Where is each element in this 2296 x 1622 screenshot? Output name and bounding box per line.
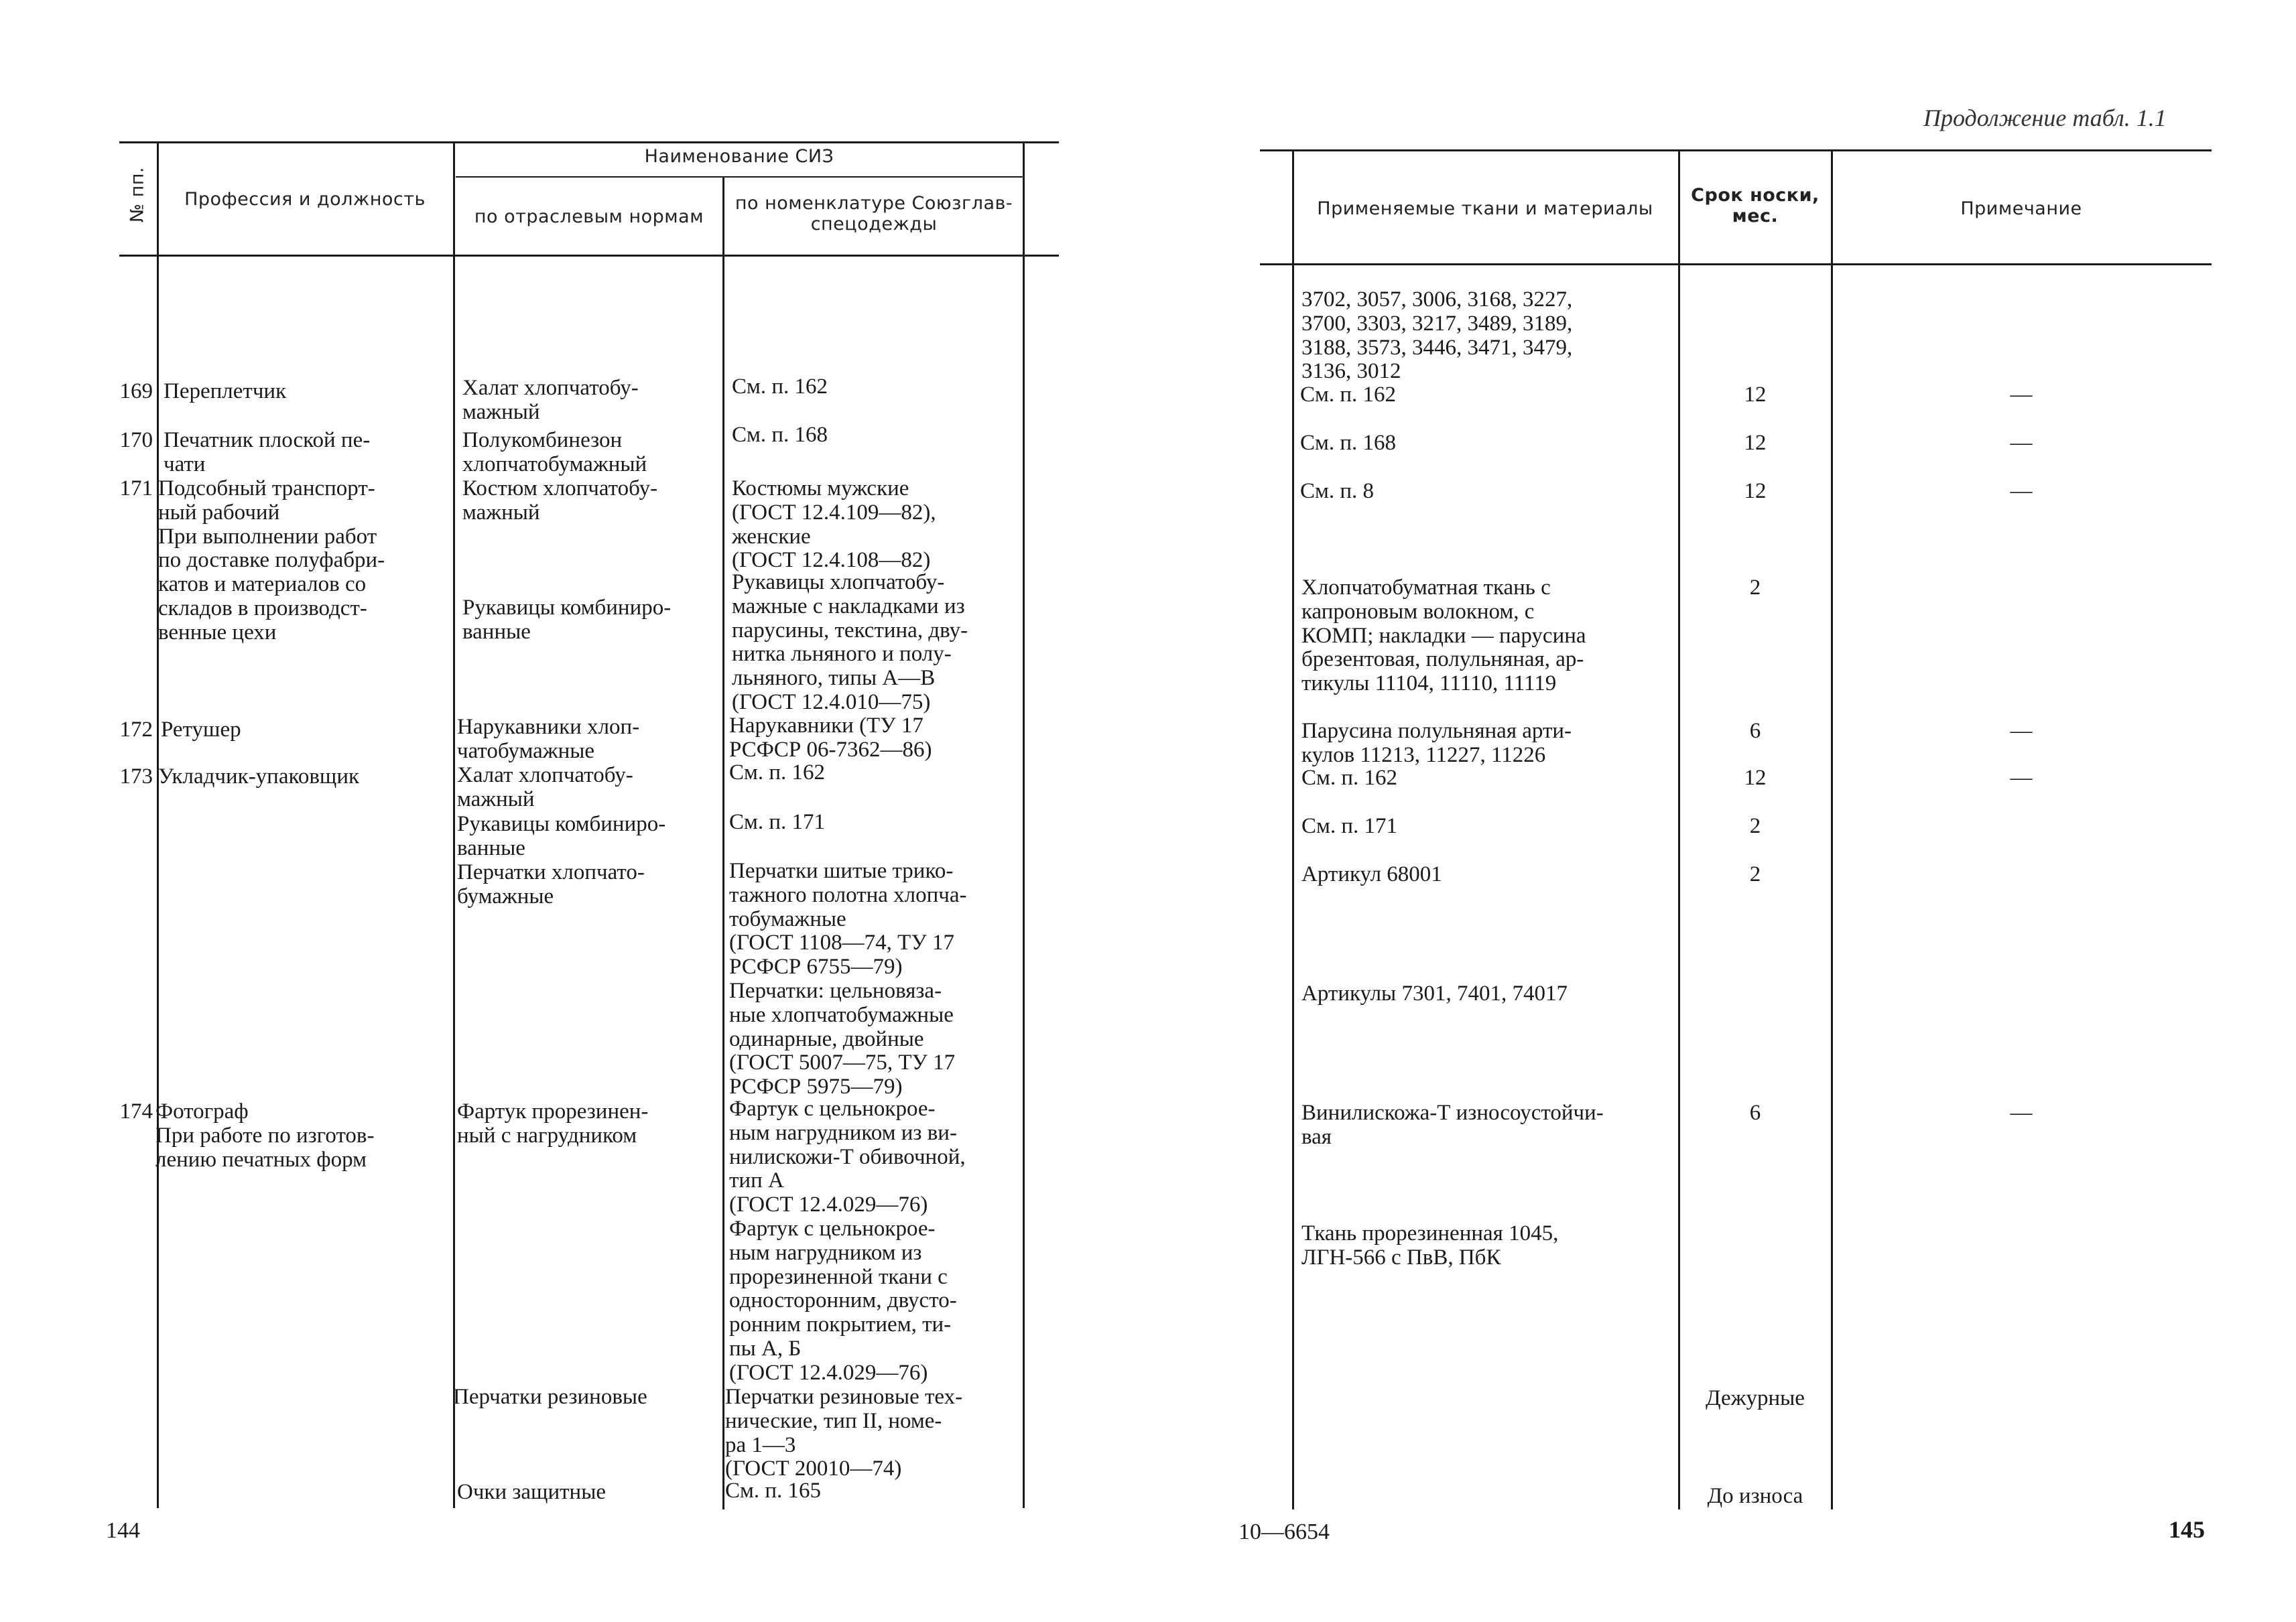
row-nomenclature: Перчатки шитые трико- тажного полотна хлопча- тобумажные (ГОСТ 1108—74, ТУ 17 РСФСР 6755—79) Перчатки: цельновяза- ные хлопчатобумажные одинарные, двойные (ГОСТ 5007—75, ТУ 17 РСФСР 5975—79) xyxy=(729,859,967,1099)
page-number-left: 144 xyxy=(106,1518,140,1543)
row-num: 172 xyxy=(119,718,153,742)
row-num: 174 xyxy=(119,1099,153,1124)
row-fabrics: Хлопчатобуматная ткань с капроновым волокном, с КОМП; накладки — парусина брезентовая, полульняная, ар- тикулы 11104, 11110, 11119 xyxy=(1301,576,1586,696)
row-fabrics: Ткань прорезиненная 1045, ЛГН-566 с ПвВ, ПбК xyxy=(1301,1221,1559,1270)
row-num: 171 xyxy=(119,476,153,500)
row-note: — xyxy=(2010,383,2033,407)
row-num: 170 xyxy=(119,428,153,452)
row-fabrics: Парусина полульняная арти- кулов 11213, 11227, 11226 xyxy=(1301,719,1572,767)
header-nomenclature: по номенклатуре Союзглав- спецодежды xyxy=(735,193,1013,235)
row-fabrics: См. п. 8 xyxy=(1300,479,1375,503)
row-branch: Рукавицы комбиниро- ванные xyxy=(457,812,666,860)
row-term: 12 xyxy=(1744,431,1767,455)
row-branch: Халат хлопчатобу- мажный xyxy=(457,763,633,811)
row-fabrics: Винилискожа-Т износоустойчи- вая xyxy=(1301,1101,1604,1149)
row-num: 169 xyxy=(119,379,153,403)
row-branch: Фартук прорезинен- ный с нагрудником xyxy=(457,1099,649,1148)
row-note: — xyxy=(2010,719,2033,743)
row-fabrics: См. п. 171 xyxy=(1301,814,1398,838)
row-term: 2 xyxy=(1749,576,1761,600)
header-note: Примечание xyxy=(1960,198,2082,219)
header-term: Срок носки, мес. xyxy=(1691,185,1820,227)
row-term: Дежурные xyxy=(1706,1386,1805,1410)
continuation-caption: Продолжение табл. 1.1 xyxy=(1923,105,2167,131)
row-branch: Рукавицы комбиниро- ванные xyxy=(462,596,672,644)
row-profession: Фотограф При работе по изготов- лению печатных форм xyxy=(155,1099,375,1172)
row-profession: Переплетчик xyxy=(164,379,287,403)
header-profession: Профессия и должность xyxy=(184,189,426,210)
row-nomenclature: См. п. 168 xyxy=(732,423,828,447)
row-fabrics: 3702, 3057, 3006, 3168, 3227, 3700, 3303, 3217, 3489, 3189, 3188, 3573, 3446, 3471, 3479, 3136, 3012 xyxy=(1301,287,1573,384)
row-branch: Перчатки хлопчато- бумажные xyxy=(457,860,645,908)
page-number-right: 145 xyxy=(2169,1516,2205,1543)
header-num: № пп. xyxy=(127,166,148,223)
row-profession: Укладчик-упаковщик xyxy=(158,764,360,789)
row-nomenclature: Рукавицы хлопчатобу- мажные с накладками из парусины, текстина, дву- нитка льняного и полу- льняного, типы А—В (ГОСТ 12.4.010—75) xyxy=(732,570,968,714)
row-branch: Перчатки резиновые xyxy=(453,1385,647,1409)
row-note: — xyxy=(2010,766,2033,790)
row-branch: Очки защитные xyxy=(457,1480,607,1504)
row-branch: Полукомбинезон хлопчатобумажный xyxy=(462,428,647,476)
row-branch: Костюм хлопчатобу- мажный xyxy=(462,476,658,525)
header-fabrics: Применяемые ткани и материалы xyxy=(1317,198,1653,219)
row-nomenclature: См. п. 162 xyxy=(729,760,826,785)
row-term: 12 xyxy=(1744,479,1767,503)
row-nomenclature: Перчатки резиновые тех- нические, тип II, номе- ра 1—3 (ГОСТ 20010—74) xyxy=(725,1385,963,1481)
header-siz: Наименование СИЗ xyxy=(644,146,834,167)
row-fabrics: См. п. 162 xyxy=(1300,383,1397,407)
row-nomenclature: Нарукавники (ТУ 17 РСФСР 06-7362—86) xyxy=(729,714,932,762)
row-nomenclature: См. п. 165 xyxy=(725,1479,822,1503)
row-note: — xyxy=(2010,479,2033,503)
row-num: 173 xyxy=(119,764,153,789)
row-branch: Халат хлопчатобу- мажный xyxy=(462,376,639,424)
signature-mark: 10—6654 xyxy=(1238,1519,1330,1544)
row-nomenclature: См. п. 162 xyxy=(732,375,828,399)
row-fabrics: Артикулы 7301, 7401, 74017 xyxy=(1301,982,1568,1006)
row-profession: Печатник плоской пе- чати xyxy=(164,428,371,476)
row-term: 12 xyxy=(1744,766,1767,790)
row-nomenclature: Фартук с цельнокрое- ным нагрудником из ви- нилискожи-Т обивочной, тип А (ГОСТ 12.4.029—76) Фартук с цельнокрое- ным нагрудником из прорезиненной ткани с односторонним, двусто- ронним покрытием, ти- пы А, Б (ГОСТ 12.4.029—76) xyxy=(729,1097,966,1385)
row-term: До износа xyxy=(1707,1484,1803,1508)
row-note: — xyxy=(2010,431,2033,455)
row-term: 6 xyxy=(1749,1101,1761,1125)
row-term: 12 xyxy=(1744,383,1767,407)
row-profession: Ретушер xyxy=(161,718,241,742)
row-branch: Нарукавники хлоп- чатобумажные xyxy=(457,715,640,763)
row-profession: Подсобный транспорт- ный рабочий При выполнении работ по доставке полуфабри- катов и материалов со складов в производст- венные цехи xyxy=(158,476,385,645)
row-term: 6 xyxy=(1749,719,1761,743)
header-branch: по отраслевым нормам xyxy=(474,206,704,227)
row-fabrics: См. п. 168 xyxy=(1300,431,1397,455)
row-term: 2 xyxy=(1749,814,1761,838)
row-term: 2 xyxy=(1749,862,1761,886)
row-note: — xyxy=(2010,1101,2033,1125)
row-nomenclature: См. п. 171 xyxy=(729,810,826,834)
row-nomenclature: Костюмы мужские (ГОСТ 12.4.109—82), женские (ГОСТ 12.4.108—82) xyxy=(732,476,936,573)
row-fabrics: Артикул 68001 xyxy=(1301,862,1442,886)
row-fabrics: См. п. 162 xyxy=(1301,766,1398,790)
